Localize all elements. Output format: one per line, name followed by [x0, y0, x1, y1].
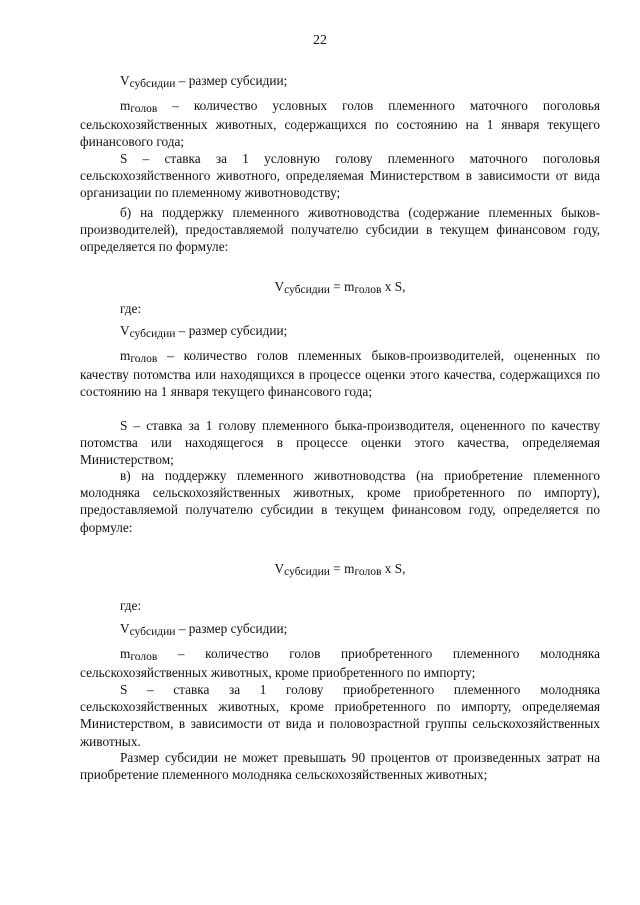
- paragraph-v-def-2: Vсубсидии – размер субсидии;: [120, 323, 288, 340]
- paragraph-b: б) на поддержку племенного животноводства (содержание племенных быков-производителей), предоставляемой получателю субсидии в текущем финансовом году, определяется по формуле:: [80, 205, 600, 255]
- paragraph-s-def-2: S – ставка за 1 голову племенного быка-производителя, оцененного по качеству потомства или находящегося в процессе оценки этого качества, определяемая Министерством;: [80, 418, 600, 468]
- paragraph-s-def-3: S – ставка за 1 голову приобретенного племенного молодняка сельскохозяйственных животных, кроме приобретенного по импорту, определяемая Министерством, в зависимости от вида и половозрастной группы сельскохозяйственных животных.: [80, 682, 600, 749]
- gde-label-1: где:: [120, 301, 142, 316]
- formula-2: Vсубсидии = mголов х S,: [274, 561, 406, 578]
- paragraph-m-def-2: mголов – количество голов племенных быков-производителей, оцененных по качеству потомства или находящихся в процессе оценки этого качества, содержащихся по состоянию на 1 января текущего финансового года;: [80, 348, 600, 400]
- paragraph-m-def-1: mголов – количество условных голов племенного маточного поголовья сельскохозяйственных животных, содержащихся по состоянию на 1 января текущего финансового года;: [80, 98, 600, 150]
- formula-1: Vсубсидии = mголов х S,: [274, 279, 406, 296]
- paragraph-s-def-1: S – ставка за 1 условную голову племенного маточного поголовья сельскохозяйственного животного, определяемая Министерством в зависимости от вида организации по племенному животноводству;: [80, 151, 600, 201]
- page-number: 22: [313, 33, 327, 48]
- paragraph-v-def-3: Vсубсидии – размер субсидии;: [120, 621, 288, 638]
- paragraph-v: в) на поддержку племенного животноводства (на приобретение племенного молодняка сельскохозяйственных животных, кроме приобретенного по импорту), предоставляемой получателю субсидии в текущем финансовом году, определяется по формуле:: [80, 468, 600, 535]
- paragraph-m-def-3: mголов – количество голов приобретенного племенного молодняка сельскохозяйственных животных, кроме приобретенного по импорту;: [80, 646, 600, 681]
- gde-label-2: где:: [120, 598, 142, 613]
- paragraph-v-def-1: Vсубсидии – размер субсидии;: [120, 73, 288, 90]
- paragraph-limit: Размер субсидии не может превышать 90 процентов от произведенных затрат на приобретение племенного молодняка сельскохозяйственных животных;: [80, 750, 600, 783]
